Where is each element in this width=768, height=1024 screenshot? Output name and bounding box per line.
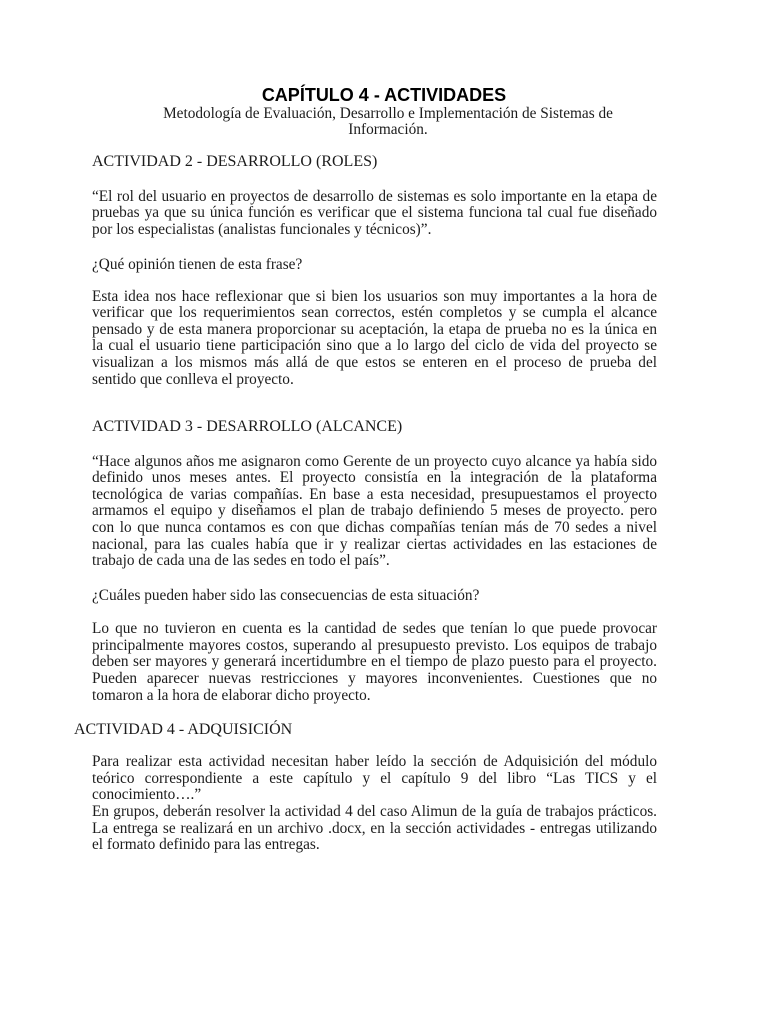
answer-line: la cual el usuario tiene participación sino que a lo largo del ciclo de vida del proyecto se <box>92 337 657 355</box>
chapter-title: CAPÍTULO 4 - ACTIVIDADES <box>261 85 507 105</box>
quote-line: tecnológica de varias compañías. En base a esta necesidad, presupuestamos el proyecto <box>92 485 657 503</box>
quote-line: armamos el equipo y diseñamos el plan de trabajo definiendo 5 meses de proyecto. pero <box>92 502 657 520</box>
activity-3-heading: ACTIVIDAD 3 - DESARROLLO (ALCANCE) <box>92 417 403 435</box>
quote-line: “El rol del usuario en proyectos de desarrollo de sistemas es solo importante en la etapa de <box>92 187 657 205</box>
activity-4-body <box>92 754 657 854</box>
activity-2-answer <box>92 289 657 389</box>
activity-3-answer <box>92 621 657 704</box>
answer-line: pensado y de esta manera proporcionar su aceptación, la etapa de prueba no es la única en <box>92 320 657 338</box>
answer-line: sentido que conlleva el proyecto. <box>92 370 294 388</box>
quote-line: definido unos meses antes. El proyecto consistía en la integración de la plataforma <box>92 469 657 487</box>
paragraph-line: En grupos, deberán resolver la actividad 4 del caso Alimun de la guía de trabajos prácticos. <box>92 802 657 820</box>
paragraph-line: La entrega se realizará en un archivo .docx, en la sección actividades - entregas utilizando <box>92 819 657 837</box>
quote-line: pruebas ya que su única función es verificar que el sistema funciona tal cual fue diseñado <box>92 204 657 222</box>
quote-line: “Hace algunos años me asignaron como Gerente de un proyecto cuyo alcance ya había sido <box>92 452 657 470</box>
answer-line: Pueden aparecer nuevas restricciones y mayores inconvenientes. Cuestiones que no <box>92 669 657 687</box>
answer-line: principalmente mayores costos, superando al presupuesto previsto. Los equipos de trabajo <box>92 636 657 654</box>
paragraph-line: conocimiento….” <box>92 786 202 804</box>
answer-line: verificar que los requerimientos sean correctos, estén completos y se cumpla el alcance <box>92 304 657 322</box>
quote-line: con lo que nunca contamos es con que dichas compañías tenían más de 70 sedes a nivel <box>92 519 657 537</box>
answer-line: Esta idea nos hace reflexionar que si bien los usuarios son muy importantes a la hora de <box>92 287 657 305</box>
activity-3-question: ¿Cuáles pueden haber sido las consecuencias de esta situación? <box>92 587 480 604</box>
quote-line: trabajo de cada una de las sedes en todo el país”. <box>92 552 390 570</box>
paragraph-line: Para realizar esta actividad necesitan haber leído la sección de Adquisición del módulo <box>92 753 657 770</box>
activity-2-quote <box>92 189 657 239</box>
quote-line: por los especialistas (analistas funcionales y técnicos)”. <box>92 220 432 238</box>
answer-line: deben ser mayores y generará incertidumbre en el tiempo de plazo puesto para el proyecto. <box>92 653 657 671</box>
activity-2-question: ¿Qué opinión tienen de esta frase? <box>92 255 303 273</box>
answer-line: tomaron a la hora de elaborar dicho proyecto. <box>92 686 371 704</box>
activity-3-quote <box>92 454 657 571</box>
activity-4-heading: ACTIVIDAD 4 - ADQUISICIÓN <box>74 720 293 738</box>
activity-4-delivery <box>92 804 657 854</box>
paragraph-line: teórico correspondiente a este capítulo y el capítulo 9 del libro “Las TICS y el <box>92 769 657 787</box>
chapter-subtitle <box>92 106 684 139</box>
activity-4-instructions <box>92 754 657 804</box>
paragraph-line: el formato definido para las entregas. <box>92 836 320 854</box>
subtitle-line: Metodología de Evaluación, Desarrollo e Implementación de Sistemas de <box>163 104 613 122</box>
activity-2-heading: ACTIVIDAD 2 - DESARROLLO (ROLES) <box>92 152 378 170</box>
subtitle-line: Información. <box>348 121 428 138</box>
answer-line: visualizan a los mismos más allá de que estos se enteren en el proceso de prueba del <box>92 354 657 372</box>
answer-line: Lo que no tuvieron en cuenta es la cantidad de sedes que tenían lo que puede provocar <box>92 620 657 637</box>
quote-line: nacional, para las cuales había que ir y realizar ciertas actividades en las estaciones de <box>92 535 657 553</box>
